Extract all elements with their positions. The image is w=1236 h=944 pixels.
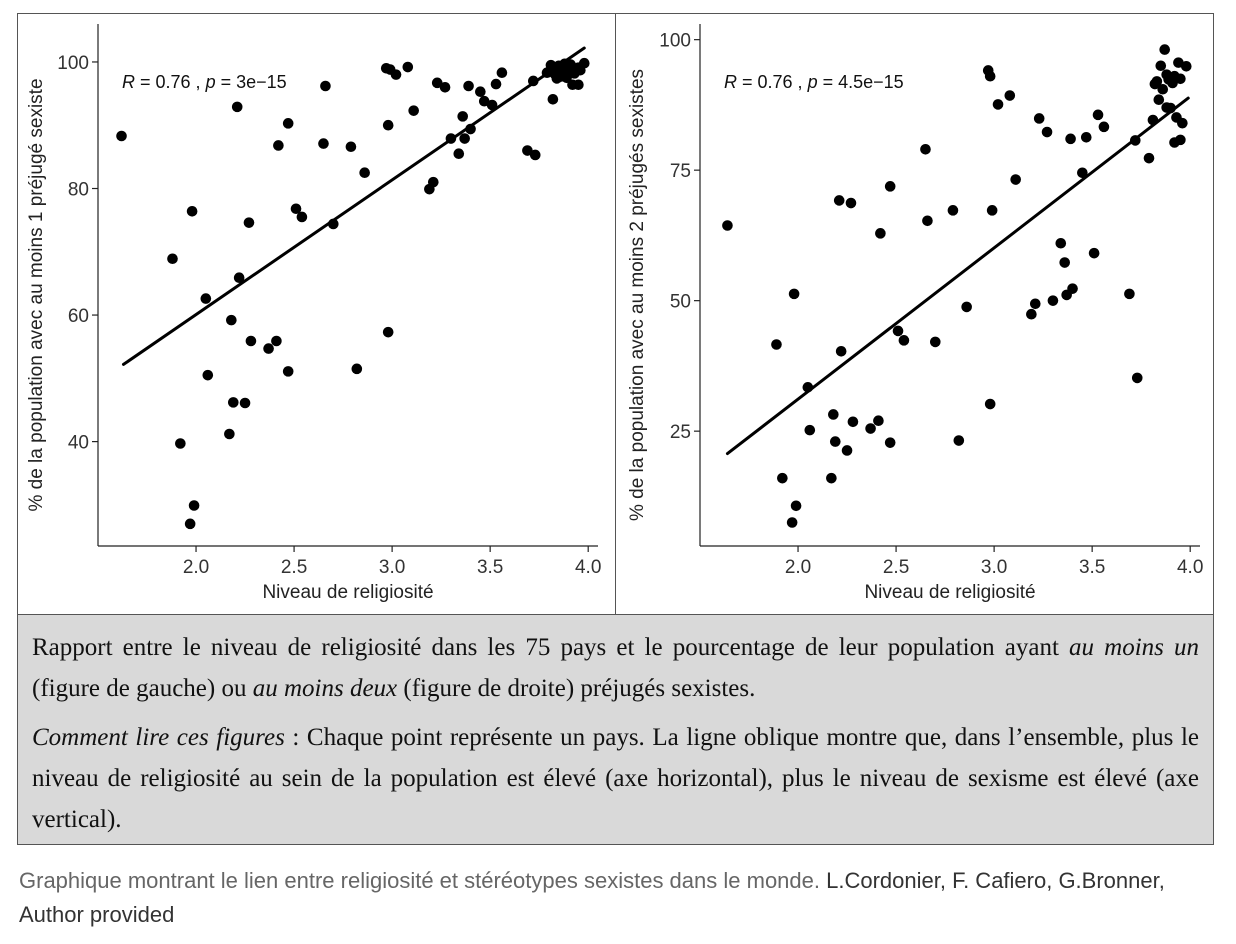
- data-point: [834, 195, 845, 206]
- data-point: [961, 302, 972, 313]
- data-point: [791, 501, 802, 512]
- data-point: [1055, 238, 1066, 249]
- data-point: [920, 144, 931, 155]
- data-point: [228, 397, 239, 408]
- data-point: [185, 519, 196, 530]
- data-point: [457, 111, 468, 122]
- data-point: [318, 138, 329, 149]
- data-point: [530, 150, 541, 161]
- data-point: [116, 131, 127, 142]
- y-axis-title: % de la population avec au moins 1 préjugé sexiste: [26, 78, 47, 512]
- data-point: [491, 79, 502, 90]
- x-axis-title: Niveau de religiosité: [262, 582, 434, 603]
- data-point: [826, 473, 837, 484]
- data-point: [842, 445, 853, 456]
- data-point: [232, 102, 243, 113]
- data-point: [224, 429, 235, 440]
- data-point: [865, 423, 876, 434]
- regression-line: [727, 98, 1188, 453]
- data-point: [787, 517, 798, 528]
- data-point: [226, 315, 237, 326]
- y-tick-label: 60: [67, 306, 89, 328]
- caption-text: (figure de droite) préjugés sexistes.: [397, 675, 756, 702]
- data-point: [1059, 257, 1070, 268]
- data-point: [1034, 113, 1045, 124]
- data-point: [408, 105, 419, 116]
- data-point: [440, 82, 451, 93]
- data-point: [1154, 94, 1165, 105]
- data-point: [263, 343, 274, 354]
- data-point: [846, 198, 857, 209]
- data-point: [789, 289, 800, 300]
- caption-paragraph-2: [32, 717, 1199, 840]
- data-point: [1155, 60, 1166, 71]
- data-point: [579, 58, 590, 69]
- x-tick-label: 3.0: [980, 557, 1008, 578]
- data-point: [1181, 61, 1192, 72]
- x-axis-title: Niveau de religiosité: [864, 582, 1036, 603]
- charts-row: [18, 14, 1213, 614]
- author-credit: L.Cordonier, F. Cafiero, G.Bronner, Author provided: [19, 868, 1165, 927]
- data-point: [1124, 289, 1135, 300]
- x-tick-label: 3.5: [476, 557, 504, 578]
- caption-emphasis: au moins un: [1069, 634, 1199, 661]
- data-point: [383, 327, 394, 338]
- data-point: [1065, 134, 1076, 145]
- data-point: [428, 177, 439, 188]
- data-point: [985, 399, 996, 410]
- data-point: [828, 409, 839, 420]
- data-point: [346, 141, 357, 152]
- correlation-annotation: R = 0.76 , p = 3e−15: [122, 72, 287, 92]
- figure: [17, 13, 1214, 845]
- y-tick-label: 100: [57, 52, 89, 74]
- right-chart-panel: [616, 14, 1213, 614]
- data-point: [201, 293, 212, 304]
- image-description: Graphique montrant le lien entre religiosité et stéréotypes sexistes dans le monde.: [19, 868, 820, 893]
- data-point: [167, 253, 178, 264]
- x-tick-label: 4.0: [574, 557, 602, 578]
- data-point: [453, 148, 464, 159]
- data-point: [893, 326, 904, 337]
- data-point: [885, 181, 896, 192]
- data-point: [1175, 135, 1186, 146]
- data-point: [922, 215, 933, 226]
- data-point: [189, 500, 200, 511]
- data-point: [273, 140, 284, 151]
- data-point: [383, 120, 394, 131]
- data-point: [954, 435, 965, 446]
- data-point: [391, 69, 402, 80]
- data-point: [203, 370, 214, 381]
- data-point: [1144, 153, 1155, 164]
- data-point: [1159, 44, 1170, 55]
- y-tick-label: 80: [67, 179, 89, 201]
- data-point: [497, 67, 508, 78]
- y-tick-label: 50: [669, 291, 691, 313]
- data-point: [297, 212, 308, 223]
- data-point: [1010, 174, 1021, 185]
- y-tick-label: 100: [659, 30, 691, 52]
- data-point: [948, 205, 959, 216]
- data-point: [283, 366, 294, 377]
- data-point: [244, 217, 255, 228]
- caption-text: : Chaque point représente un pays. La ligne oblique montre que, dans l’ensemble, plus le niveau de religiosité au sein de la population est élevé (axe horizontal), plus le niveau de sexisme est élevé (axe vertical).: [32, 724, 1200, 833]
- left-scatter-chart: [18, 14, 615, 614]
- data-point: [463, 81, 474, 92]
- caption-text: (figure de gauche) ou: [32, 675, 253, 702]
- data-point: [830, 436, 841, 447]
- data-point: [1157, 84, 1168, 95]
- data-point: [1067, 283, 1078, 294]
- data-point: [1005, 90, 1016, 101]
- y-tick-label: 40: [67, 432, 89, 454]
- y-tick-label: 75: [669, 161, 691, 183]
- data-point: [352, 364, 363, 375]
- caption-paragraph-1: [32, 627, 1199, 709]
- data-point: [722, 220, 733, 231]
- data-point: [359, 167, 370, 178]
- figure-caption: [18, 614, 1213, 844]
- left-chart-panel: [18, 14, 615, 614]
- data-point: [1089, 248, 1100, 259]
- caption-text: Rapport entre le niveau de religiosité dans les 75 pays et le pourcentage de leur population ayant: [32, 634, 1070, 661]
- data-point: [240, 398, 251, 409]
- y-tick-label: 25: [669, 422, 691, 444]
- image-credit: [19, 864, 1219, 932]
- data-point: [993, 99, 1004, 110]
- data-point: [885, 437, 896, 448]
- caption-emphasis: Comment lire ces figures: [32, 724, 285, 751]
- data-point: [1030, 298, 1041, 309]
- caption-emphasis: au moins deux: [252, 675, 398, 702]
- data-point: [848, 416, 859, 427]
- data-point: [875, 228, 886, 239]
- data-point: [899, 335, 910, 346]
- x-tick-label: 4.0: [1176, 557, 1204, 578]
- x-tick-label: 2.0: [784, 557, 812, 578]
- data-point: [187, 206, 198, 217]
- data-point: [573, 79, 584, 90]
- data-point: [175, 438, 186, 449]
- data-point: [475, 86, 486, 97]
- y-axis-title: % de la population avec au moins 2 préjugés sexistes: [627, 68, 648, 522]
- data-point: [283, 118, 294, 129]
- data-point: [1081, 132, 1092, 143]
- data-point: [1177, 118, 1188, 129]
- data-point: [403, 62, 414, 73]
- data-point: [987, 205, 998, 216]
- data-point: [1026, 309, 1037, 320]
- x-tick-label: 2.0: [182, 557, 210, 578]
- data-point: [1132, 373, 1143, 384]
- data-point: [777, 473, 788, 484]
- data-point: [320, 81, 331, 92]
- right-scatter-chart: [616, 14, 1213, 614]
- data-point: [985, 71, 996, 82]
- data-point: [1048, 295, 1059, 306]
- data-point: [246, 336, 257, 347]
- x-tick-label: 2.5: [882, 557, 910, 578]
- x-tick-label: 3.0: [378, 557, 406, 578]
- data-point: [1175, 74, 1186, 85]
- data-point: [836, 346, 847, 357]
- data-point: [459, 133, 470, 144]
- x-tick-label: 3.5: [1078, 557, 1106, 578]
- correlation-annotation: R = 0.76 , p = 4.5e−15: [724, 72, 904, 92]
- data-point: [930, 337, 941, 348]
- data-point: [873, 415, 884, 426]
- data-point: [1099, 122, 1110, 133]
- x-tick-label: 2.5: [280, 557, 308, 578]
- data-point: [548, 94, 559, 105]
- data-point: [805, 425, 816, 436]
- data-point: [771, 339, 782, 350]
- data-point: [1093, 110, 1104, 121]
- data-point: [1042, 127, 1053, 138]
- data-point: [271, 336, 282, 347]
